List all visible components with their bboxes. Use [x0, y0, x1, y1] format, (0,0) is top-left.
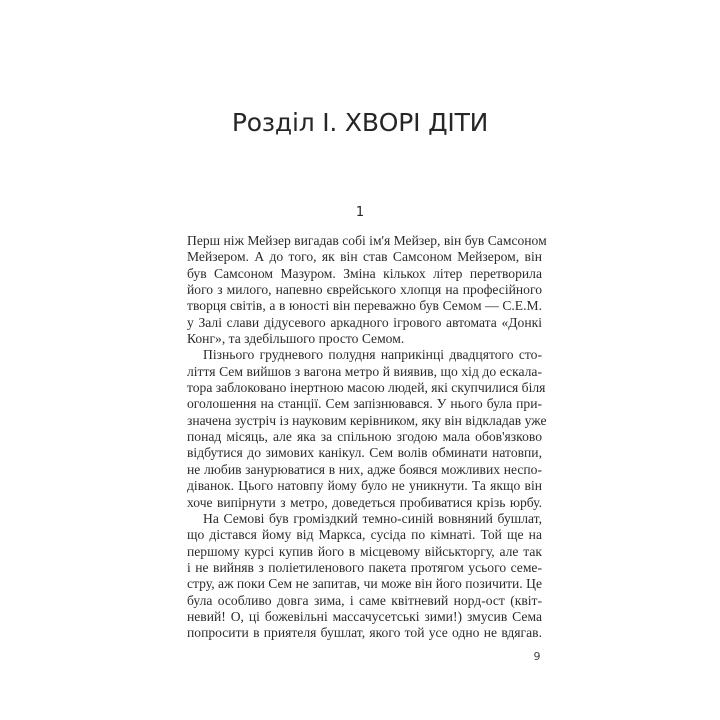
body-text	[187, 233, 547, 642]
text-line: відбутися до зимових канікул. Сем волів обминати натовпи,	[187, 445, 542, 461]
text-line: його з милого, напевно єврейського хлопця на професійного	[187, 282, 542, 298]
text-line: і не вийняв з поліетиленового пакета протягом усього семе-	[187, 559, 542, 575]
text-line: На Семові був громіздкий темно-синій вовняний бушлат,	[203, 510, 542, 526]
text-line: що дістався йому від Маркса, сусіда по кімнаті. Той ще на	[187, 527, 542, 543]
text-line: понад місяць, але яка за спільною згодою мала обов'язково	[187, 429, 542, 445]
text-line: хоче випірнути з метро, доведеться пробиватися крізь юрбу.	[187, 494, 542, 510]
page-number: 9	[533, 650, 541, 663]
text-line: попросити в приятеля бушлат, якого той усе одно не вдягав.	[187, 625, 542, 641]
text-line: був Самсоном Мазуром. Зміна кількох літер перетворила	[187, 265, 542, 281]
paragraph-3	[187, 511, 542, 642]
text-line: першому курсі купив його в місцевому військторгу, але так	[187, 543, 542, 559]
text-line: стру, аж поки Сем не запитав, чи може він його позичити. Це	[187, 576, 542, 592]
text-line: була особливо довга зима, і саме квітневий норд-ост (квіт-	[187, 592, 542, 608]
text-line: значена зустріч із науковим керівником, яку він відкладав уже	[187, 412, 547, 428]
text-line: Мейзером. А до того, як він став Самсоном Мейзером, він	[187, 249, 542, 265]
section-number: 1	[355, 205, 365, 220]
text-line: Пізнього грудневого полудня наприкінці двадцятого сто-	[203, 347, 542, 363]
text-line: оголошення на станції. Сем запізнювався. У нього була при-	[187, 396, 542, 412]
text-line: тора заблоковано інертною масою людей, які скупчилися біля	[187, 380, 546, 396]
text-line: Перш ніж Мейзер вигадав собі ім'я Мейзер, він був Самсоном	[187, 233, 547, 248]
text-line: діванок. Цього натовпу йому було не уникнути. Та якщо він	[187, 478, 542, 494]
chapter-title: Розділ I. ХВОРІ ДІТИ	[231, 108, 489, 137]
text-line: у Залі слави дідусевого аркадного ігрового автомата «Донкі	[187, 314, 542, 330]
text-line: творця світів, а в юності він переважно був Семом — С.Е.М.	[187, 298, 542, 314]
paragraph-2	[187, 347, 547, 510]
text-line: невий! О, ці божевільні массачусетські зими!) змусив Сема	[187, 608, 542, 624]
paragraph-1	[187, 233, 547, 347]
text-line: Конг», та здебільшого просто Семом.	[187, 331, 405, 347]
text-line: не любив занурюватися в них, адже боявся можливих неспо-	[187, 461, 542, 477]
text-line: ліття Сем вийшов з вагона метро й виявив, що хід до ескала-	[187, 363, 542, 379]
